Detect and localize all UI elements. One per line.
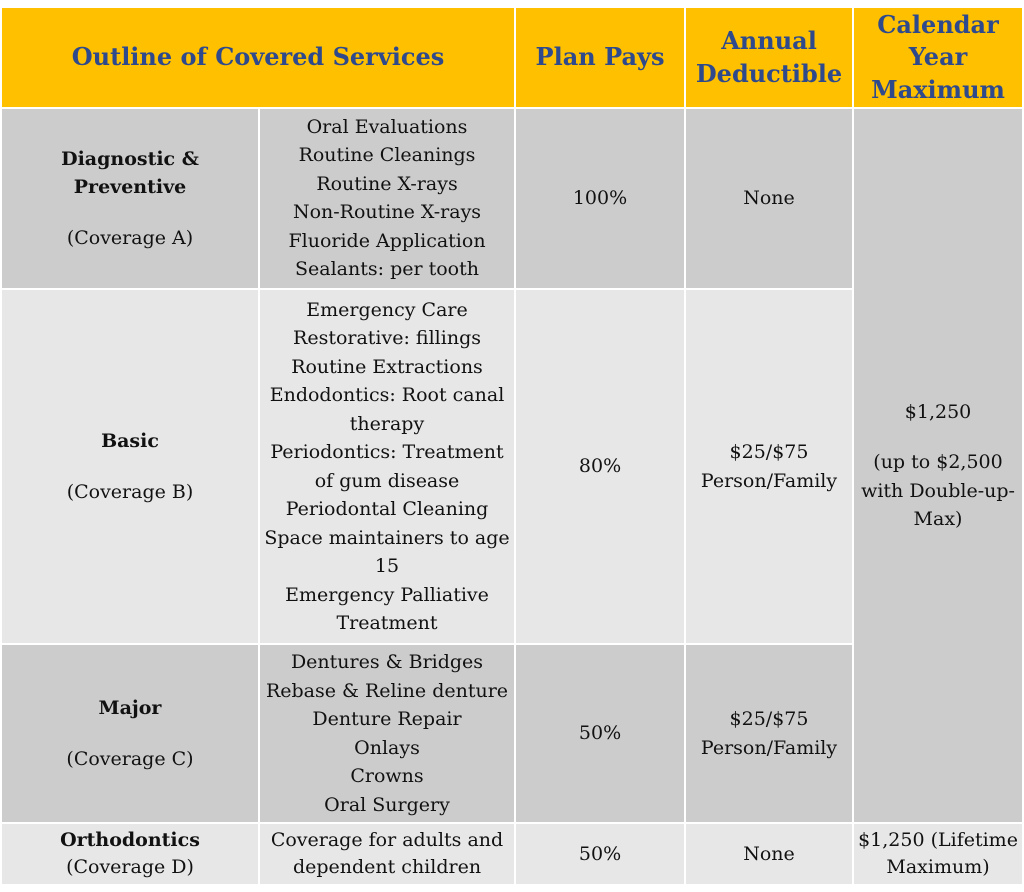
- header-deductible-line1: Annual: [721, 26, 817, 56]
- header-calendar-year-maximum: [853, 7, 1023, 108]
- service-item: Sealants: per tooth: [295, 258, 479, 281]
- coverage-label: (Coverage B): [66, 480, 194, 503]
- service-item: Endodontics: Root canal therapy: [269, 384, 505, 435]
- deductible-basis: Person/Family: [700, 736, 838, 759]
- plan-pays-cell: 50%: [515, 823, 685, 885]
- category-name: Basic: [101, 430, 159, 453]
- plan-pays-cell: 100%: [515, 108, 685, 288]
- category-cell: [1, 289, 259, 645]
- services-cell: [259, 644, 515, 822]
- plan-pays-cell: 50%: [515, 644, 685, 822]
- deductible-amount: $25/$75: [729, 708, 809, 731]
- table-row-coverage-a: [1, 108, 1023, 288]
- category-cell: [1, 108, 259, 288]
- header-max-line3: Maximum: [871, 74, 1005, 104]
- service-item: Oral Surgery: [324, 793, 450, 816]
- deductible-cell: [685, 823, 853, 885]
- service-item: Routine X-rays: [316, 172, 458, 195]
- deductible-basis: Person/Family: [700, 469, 838, 492]
- service-item: Emergency Care: [306, 298, 468, 321]
- category-name: Orthodontics: [60, 829, 200, 852]
- service-item: Emergency Palliative Treatment: [285, 583, 489, 635]
- plan-pays-cell: 80%: [515, 289, 685, 645]
- calendar-max-cell: [853, 108, 1023, 823]
- service-item: Crowns: [350, 765, 424, 788]
- lifetime-max-cell: $1,250 (Lifetime Maximum): [853, 823, 1023, 885]
- deductible-cell: [685, 644, 853, 822]
- service-item: Routine Extractions: [291, 355, 483, 378]
- header-row: [1, 7, 1023, 108]
- category-name: Diagnostic & Preventive: [61, 147, 199, 199]
- service-item: Dentures & Bridges: [290, 651, 484, 674]
- header-outline: Outline of Covered Services: [1, 7, 515, 108]
- category-cell: [1, 823, 259, 885]
- services-cell: [259, 289, 515, 645]
- service-item: Denture Repair: [312, 708, 462, 731]
- header-deductible-line2: Deductible: [695, 58, 843, 88]
- services-cell: [259, 823, 515, 885]
- deductible-cell: [685, 108, 853, 288]
- service-item: Routine Cleanings: [298, 144, 476, 167]
- service-item: Restorative: fillings: [293, 327, 481, 350]
- service-item: Periodontal Cleaning: [285, 498, 489, 521]
- service-item: Coverage for adults and dependent children: [270, 829, 504, 878]
- service-item: Onlays: [354, 736, 420, 759]
- deductible-cell: [685, 289, 853, 645]
- category-cell: [1, 644, 259, 822]
- services-cell: [259, 108, 515, 288]
- header-annual-deductible: [685, 7, 853, 108]
- coverage-table: [0, 6, 1024, 886]
- service-item: Oral Evaluations: [306, 115, 468, 138]
- header-plan-pays: Plan Pays: [515, 7, 685, 108]
- service-item: Rebase & Reline denture: [265, 679, 509, 702]
- header-max-line2: Year: [908, 42, 968, 72]
- max-amount: $1,250: [904, 400, 972, 423]
- service-item: Fluoride Application: [288, 229, 486, 252]
- service-item: Space maintainers to age 15: [264, 526, 510, 578]
- max-note: (up to $2,500 with Double-up-Max): [861, 451, 1015, 531]
- header-max-line1: Calendar: [877, 10, 999, 40]
- deductible-amount: $25/$75: [729, 441, 809, 464]
- deductible-amount: None: [743, 842, 795, 865]
- table-row-coverage-d: [1, 823, 1023, 885]
- coverage-label: (Coverage C): [66, 747, 194, 770]
- deductible-amount: None: [743, 187, 795, 210]
- category-name: Major: [98, 697, 162, 720]
- service-item: Periodontics: Treatment of gum disease: [270, 441, 504, 492]
- coverage-label: (Coverage A): [66, 226, 194, 249]
- service-item: Non-Routine X-rays: [292, 201, 482, 224]
- coverage-label: (Coverage D): [66, 855, 194, 878]
